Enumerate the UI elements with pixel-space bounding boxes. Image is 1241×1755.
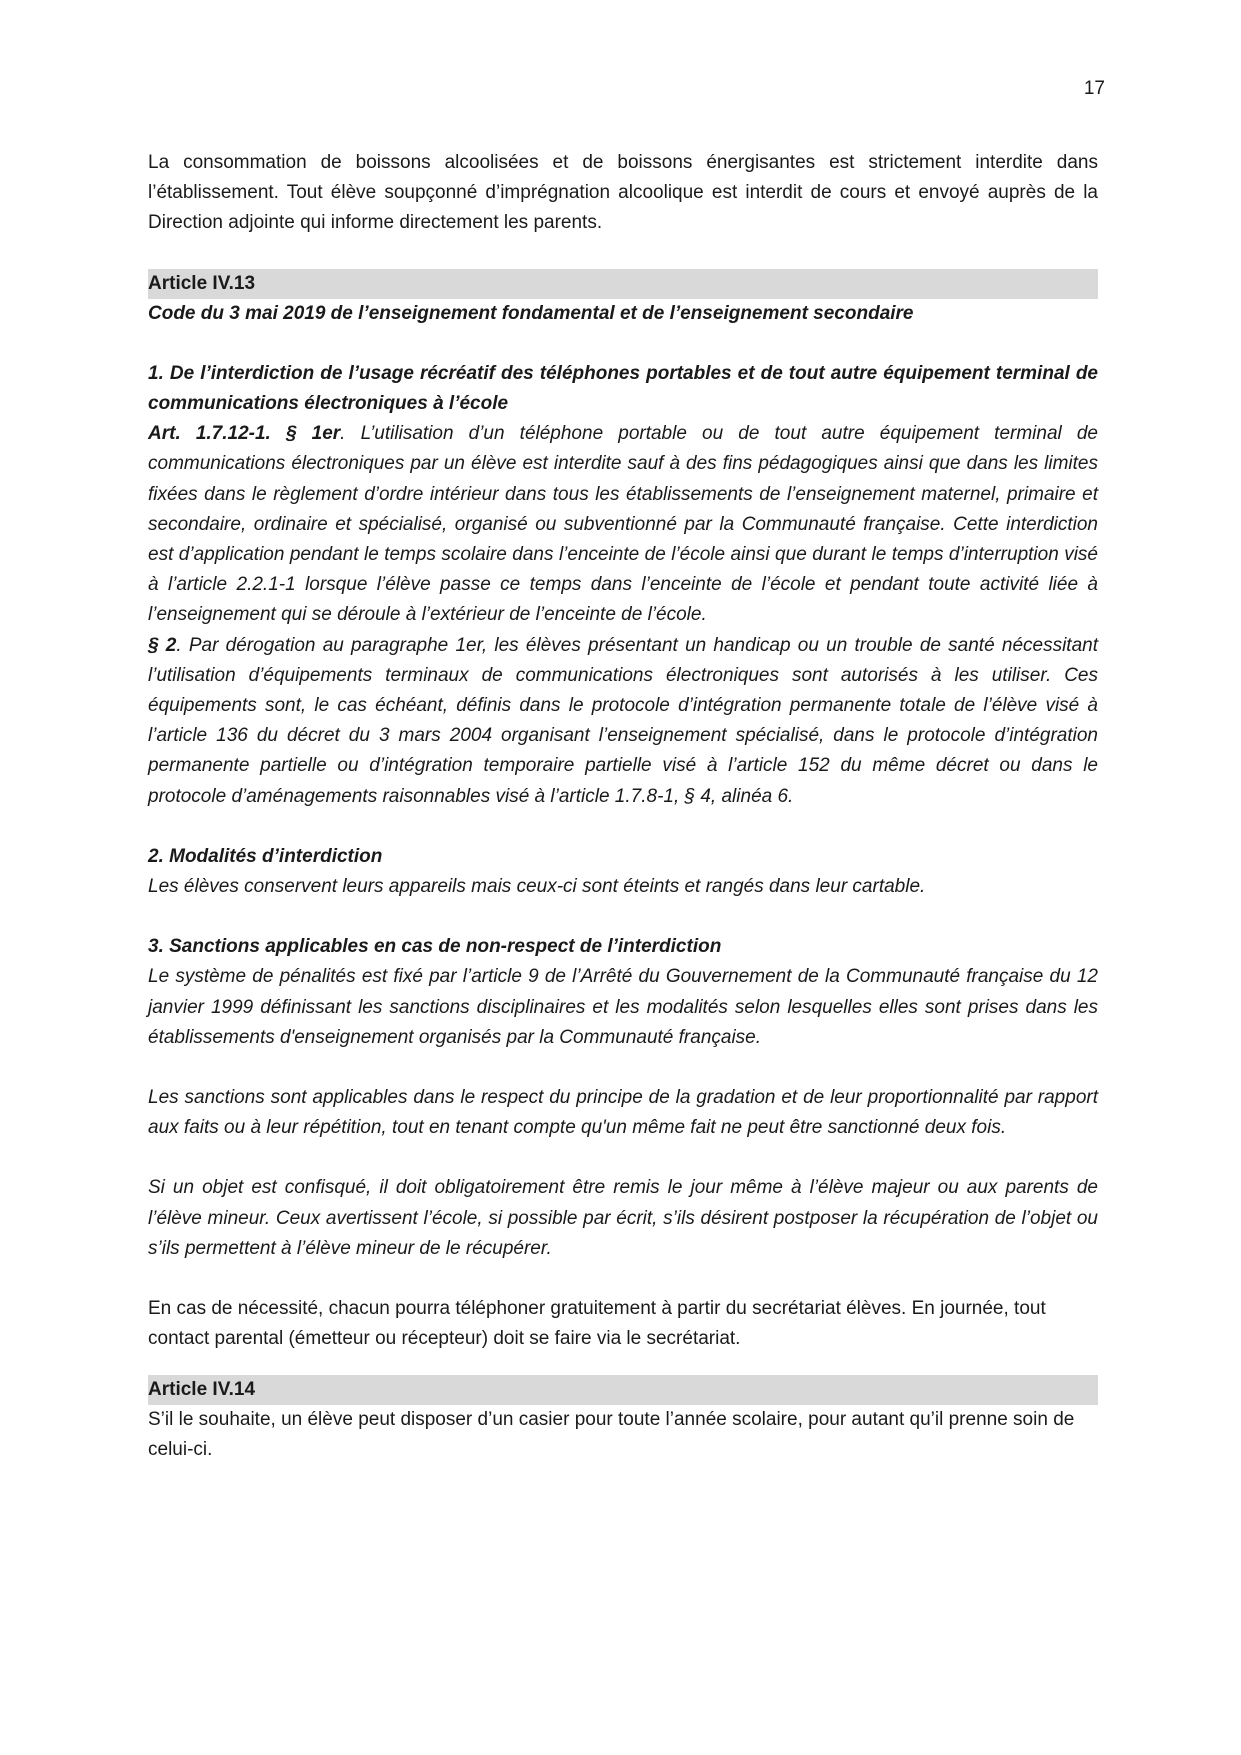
paragraph-reference: § 2 xyxy=(148,634,177,656)
section2-title: 2. Modalités d’interdiction xyxy=(148,845,383,867)
section3-text2: Les sanctions sont applicables dans le respect du principe de la gradation et de leur proportionnalité par rapport aux faits ou à leur répétition, tout en tenant compte qu'un même fait ne peut être sanctionné deux fois. xyxy=(148,1087,1098,1139)
article-reference: Art. 1.7.12-1. § 1er xyxy=(148,423,341,445)
section1-title: 1. De l’interdiction de l’usage récréatif des téléphones portables et de tout autre équipement terminal de communications électroniques à l’école xyxy=(148,362,1098,415)
document-body xyxy=(148,148,1098,1465)
article-iv14-text: S’il le souhaite, un élève peut disposer d’un casier pour toute l’année scolaire, pour autant qu’il prenne soin de celui-ci. xyxy=(148,1408,1075,1460)
intro-paragraph: La consommation de boissons alcoolisées et de boissons énergisantes est strictement interdite dans l’établissement. Tout élève soupçonné d’imprégnation alcoolique est interdit de cours et envoyé auprès de la Direction adjointe qui informe directement les parents. xyxy=(148,152,1098,234)
article-text: . L’utilisation d’un téléphone portable ou de tout autre équipement terminal de communications électroniques par un élève est interdite sauf à des fins pédagogiques ainsi que dans les limites fixées dans le règlement d’ordre intérieur dans tous les établissements de l’enseignement maternel, primaire et secondaire, ordinaire et spécialisé, organisé ou subventionné par la Communauté française. Cette interdiction est d’application pendant le temps scolaire dans l’enceinte de l’école ainsi que durant le temps d’interruption visé à l’article 2.2.1-1 lorsque l’élève passe ce temps dans l’enceinte de l’école et pendant toute activité liée à l’enseignement qui se déroule à l’extérieur de l’enceinte de l’école. xyxy=(148,423,1098,626)
section3-text3: Si un objet est confisqué, il doit obligatoirement être remis le jour même à l’élève majeur ou aux parents de l’élève mineur. Ceux avertissent l’école, si possible par écrit, s’ils désirent postposer la récupération de l’objet ou s’ils permettent à l’élève mineur de le récupérer. xyxy=(148,1177,1098,1259)
section3-title: 3. Sanctions applicables en cas de non-respect de l’interdiction xyxy=(148,936,722,958)
page-number: 17 xyxy=(1083,78,1105,99)
section1-article-text xyxy=(148,419,1098,630)
section2-text: Les élèves conservent leurs appareils mais ceux-ci sont éteints et rangés dans leur cartable. xyxy=(148,876,926,898)
section1-paragraph2 xyxy=(148,631,1098,812)
article-iv14-heading: Article IV.14 xyxy=(148,1375,1098,1405)
article-iv13-heading: Article IV.13 xyxy=(148,269,1098,299)
section3-text1: Le système de pénalités est fixé par l’article 9 de l’Arrêté du Gouvernement de la Communauté française du 12 janvier 1999 définissant les sanctions disciplinaires et les modalités selon lesquelles elles sont prises dans les établissements d'enseignement organisés par la Communauté française. xyxy=(148,966,1098,1048)
article-iv13-subtitle: Code du 3 mai 2019 de l’enseignement fondamental et de l’enseignement secondaire xyxy=(148,302,914,324)
paragraph-text: . Par dérogation au paragraphe 1er, les élèves présentant un handicap ou un trouble de santé nécessitant l’utilisation d’équipements terminaux de communications électroniques sont autorisés à les utiliser. Ces équipements sont, le cas échéant, définis dans le protocole d’intégration permanente totale de l’élève visé à l’article 136 du décret du 3 mars 2004 organisant l’enseignement spécialisé, dans le protocole d’intégration permanente partielle ou d’intégration temporaire partielle visé à l’article 152 du même décret ou dans le protocole d’aménagements raisonnables visé à l’article 1.7.8-1, § 4, alinéa 6. xyxy=(148,634,1098,807)
closing-paragraph: En cas de nécessité, chacun pourra téléphoner gratuitement à partir du secrétariat élèves. En journée, tout contact parental (émetteur ou récepteur) doit se faire via le secrétariat. xyxy=(148,1298,1046,1350)
